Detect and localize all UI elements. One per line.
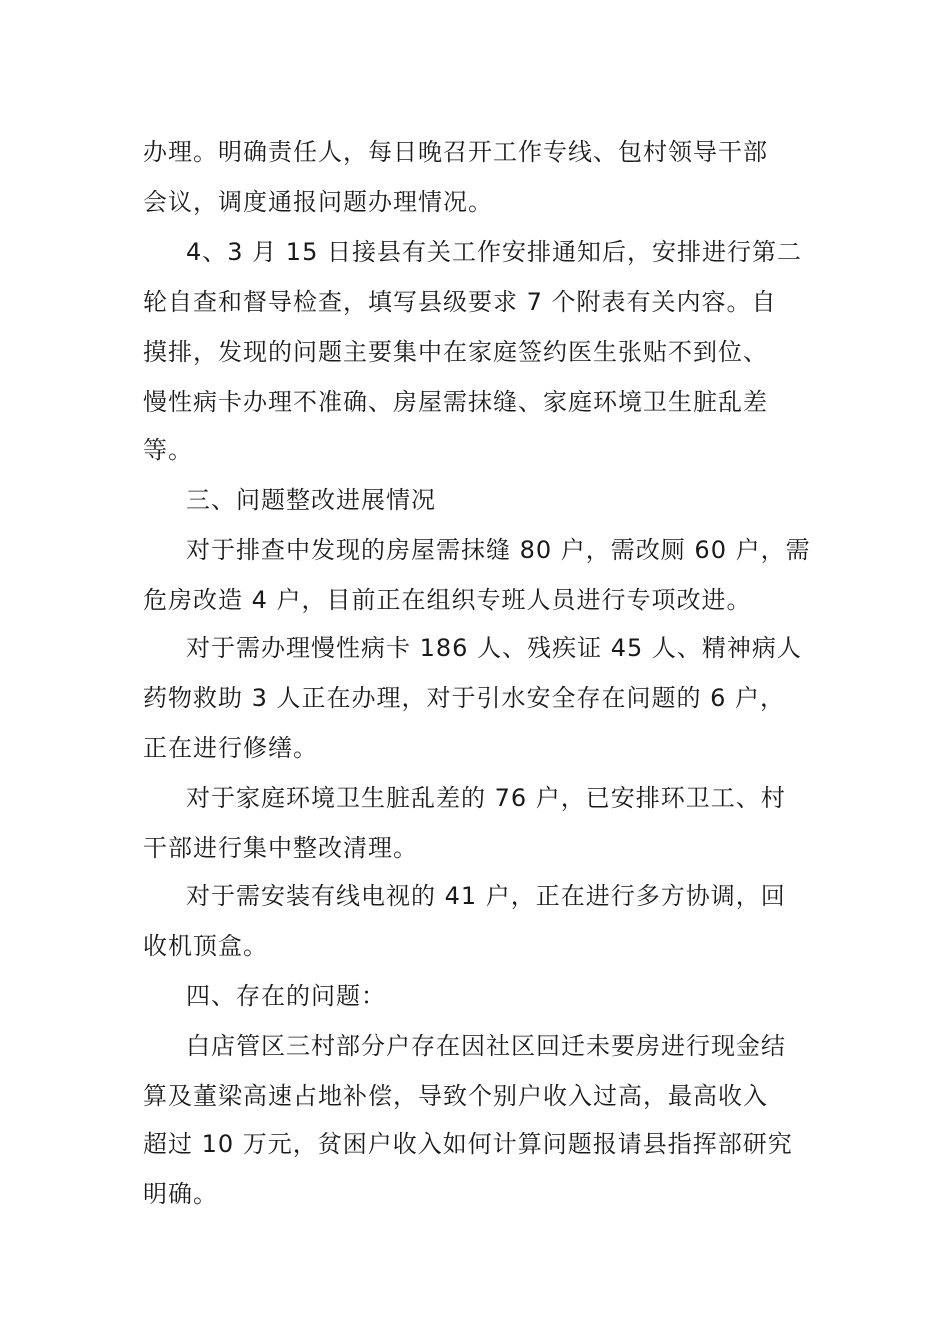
paragraph-line: 轮自查和督导检查，填写县级要求 7 个附表有关内容。自 [143,288,777,316]
paragraph-line: 超过 10 万元，贫困户收入如何计算问题报请县指挥部研究 [143,1130,793,1158]
paragraph-line: 4、3 月 15 日接县有关工作安排通知后，安排进行第二 [186,238,802,266]
section-heading: 三、问题整改进展情况 [186,486,436,514]
paragraph-line: 正在进行修缮。 [143,734,318,762]
paragraph-line: 明确。 [143,1180,218,1208]
paragraph-line: 慢性病卡办理不准确、房屋需抹缝、家庭环境卫生脏乱差 [143,388,768,416]
paragraph-line: 对于需办理慢性病卡 186 人、残疾证 45 人、精神病人 [186,634,802,662]
paragraph-line: 会议，调度通报问题办理情况。 [143,188,493,216]
paragraph-line: 白店管区三村部分户存在因社区回迁未要房进行现金结 [186,1032,786,1060]
paragraph-line: 药物救助 3 人正在办理，对于引水安全存在问题的 6 户， [143,684,786,712]
section-heading: 四、存在的问题： [186,982,386,1010]
paragraph-line: 危房改造 4 户，目前正在组织专班人员进行专项改进。 [143,586,752,614]
paragraph-line: 办理。明确责任人，每日晚召开工作专线、包村领导干部 [143,138,768,166]
paragraph-line: 等。 [143,436,193,464]
paragraph-line: 干部进行集中整改清理。 [143,834,418,862]
paragraph-line: 对于需安装有线电视的 41 户，正在进行多方协调，回 [186,882,786,910]
paragraph-line: 收机顶盒。 [143,932,268,960]
paragraph-line: 对于家庭环境卫生脏乱差的 76 户，已安排环卫工、村 [186,784,786,812]
paragraph-line: 算及董梁高速占地补偿，导致个别户收入过高，最高收入 [143,1082,768,1110]
paragraph-line: 对于排查中发现的房屋需抹缝 80 户，需改厕 60 户，需 [186,536,811,564]
paragraph-line: 摸排，发现的问题主要集中在家庭签约医生张贴不到位、 [143,338,768,366]
